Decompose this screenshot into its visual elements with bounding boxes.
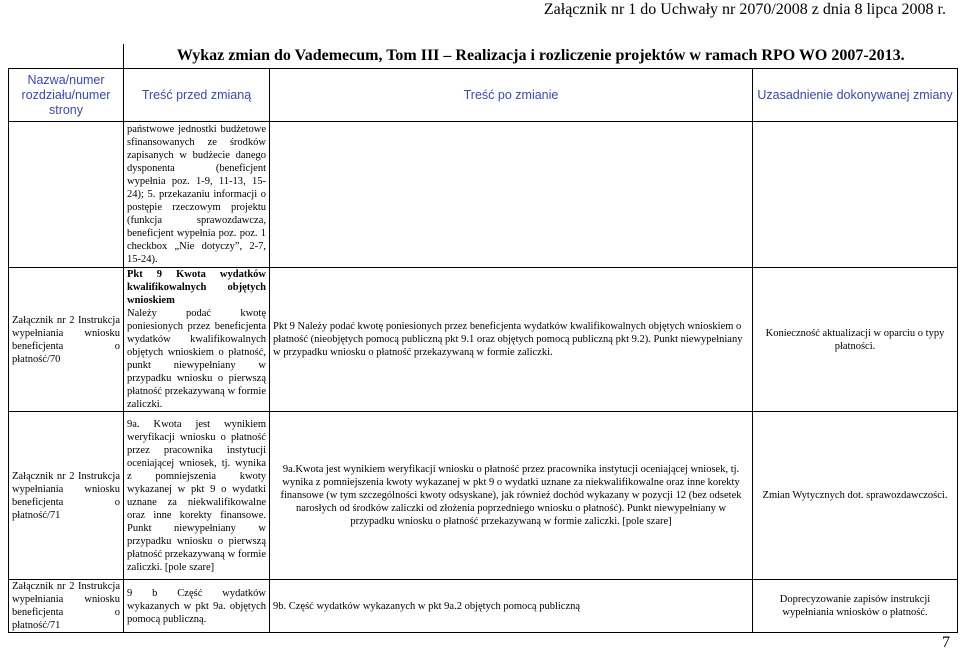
table-row: [9, 122, 958, 268]
row1-after: [270, 122, 753, 268]
row3-reason: Zmian Wytycznych dot. sprawozdawczości.: [753, 412, 958, 580]
row2-after: Pkt 9 Należy podać kwotę poniesionych przez beneficjenta wydatków kwalifikowalnych objętych wnioskiem o płatność (nieobjętych pomocą publiczną pkt 9.1 oraz objętych pomocą publiczną pkt 9.2). Punkt niewypełniany w przypadku wniosku o płatność przekazywaną w formie zaliczki.: [270, 268, 753, 412]
header-reason: Uzasadnienie dokonywanej zmiany: [753, 69, 958, 122]
row2-chapter: Załącznik nr 2 Instrukcja wypełniania wniosku beneficjenta o płatność/70: [9, 268, 124, 412]
header-after: Treść po zmianie: [270, 69, 753, 122]
row1-before: państwowe jednostki budżetowe sfinansowanych ze środków zapisanych w budżecie danego dysponenta (beneficjent wypełnia poz. 1-9, 11-13, 15-24); 5. przekazaniu informacji o postępie rzeczowym projektu (funkcja sprawozdawcza, beneficjent wypełnia poz. poz. 1 checkbox „Nie dotyczy”, 2-7, 15-24).: [124, 122, 270, 268]
row2-before-text: Należy podać kwotę poniesionych przez beneficjenta wydatków kwalifikowalnych objętych wnioskiem o płatność, punkt niewypełniany w przypadku wniosku o pierwszą płatność przekazywaną w formie zaliczki.: [127, 308, 266, 410]
row4-reason: Doprecyzowanie zapisów instrukcji wypełniania wniosków o płatność.: [753, 580, 958, 633]
header-before: Treść przed zmianą: [124, 69, 270, 122]
table-row: [9, 580, 958, 633]
page-number: 7: [942, 634, 950, 651]
title-spacer: [9, 44, 124, 69]
row4-after: 9b. Część wydatków wykazanych w pkt 9a.2 objętych pomocą publiczną: [270, 580, 753, 633]
table-row: [9, 412, 958, 580]
row3-chapter: Załącznik nr 2 Instrukcja wypełniania wniosku beneficjenta o płatność/71: [9, 412, 124, 580]
row1-chapter: [9, 122, 124, 268]
row2-before: [124, 268, 270, 412]
document-title: Wykaz zmian do Vademecum, Tom III – Realizacja i rozliczenie projektów w ramach RPO WO 2007-2013.: [124, 44, 958, 69]
row2-before-title: Pkt 9 Kwota wydatków kwalifikowalnych objętych wnioskiem: [127, 269, 266, 306]
table-header-row: [9, 69, 958, 122]
row4-before: 9 b Część wydatków wykazanych w pkt 9a. objętych pomocą publiczną.: [124, 580, 270, 633]
header-chapter: Nazwa/numer rozdziału/numer strony: [9, 69, 124, 122]
row3-after: 9a.Kwota jest wynikiem weryfikacji wniosku o płatność przez pracownika instytucji oceniającej wniosek, tj. wynika z pomniejszenia kwoty wykazanej w pkt 9 o wydatki uznane za niekwalifikowalne oraz inne korekty finansowe (w tym szczególności kwoty odsyskane), jak również dochód wykazany w pozycji 12 (bez odsetek narosłych od środków zaliczki od złożenia poprzedniego wniosku o płatność). Punkt niewypełniany w przypadku wniosku o płatność przekazywaną w formie zaliczki. [pole szare]: [270, 412, 753, 580]
row3-before: 9a. Kwota jest wynikiem weryfikacji wniosku o płatność przez pracownika instytucji oceniającej wniosek, tj. wynika z pomniejszenia kwoty wykazanej w pkt 9 o wydatki uznane za niekwalifikowalne oraz inne korekty finansowe. Punkt niewypełniany w przypadku wniosku o pierwszą płatność przekazywaną w formie zaliczki. [pole szare]: [124, 412, 270, 580]
header-note: Załącznik nr 1 do Uchwały nr 2070/2008 z dnia 8 lipca 2008 r.: [543, 1, 946, 18]
table-row: [9, 268, 958, 412]
row2-reason: Konieczność aktualizacji w oparciu o typy płatności.: [753, 268, 958, 412]
row1-reason: [753, 122, 958, 268]
row4-chapter: Załącznik nr 2 Instrukcja wypełniania wniosku beneficjenta o płatność/71: [9, 580, 124, 633]
changes-table: [8, 44, 958, 633]
